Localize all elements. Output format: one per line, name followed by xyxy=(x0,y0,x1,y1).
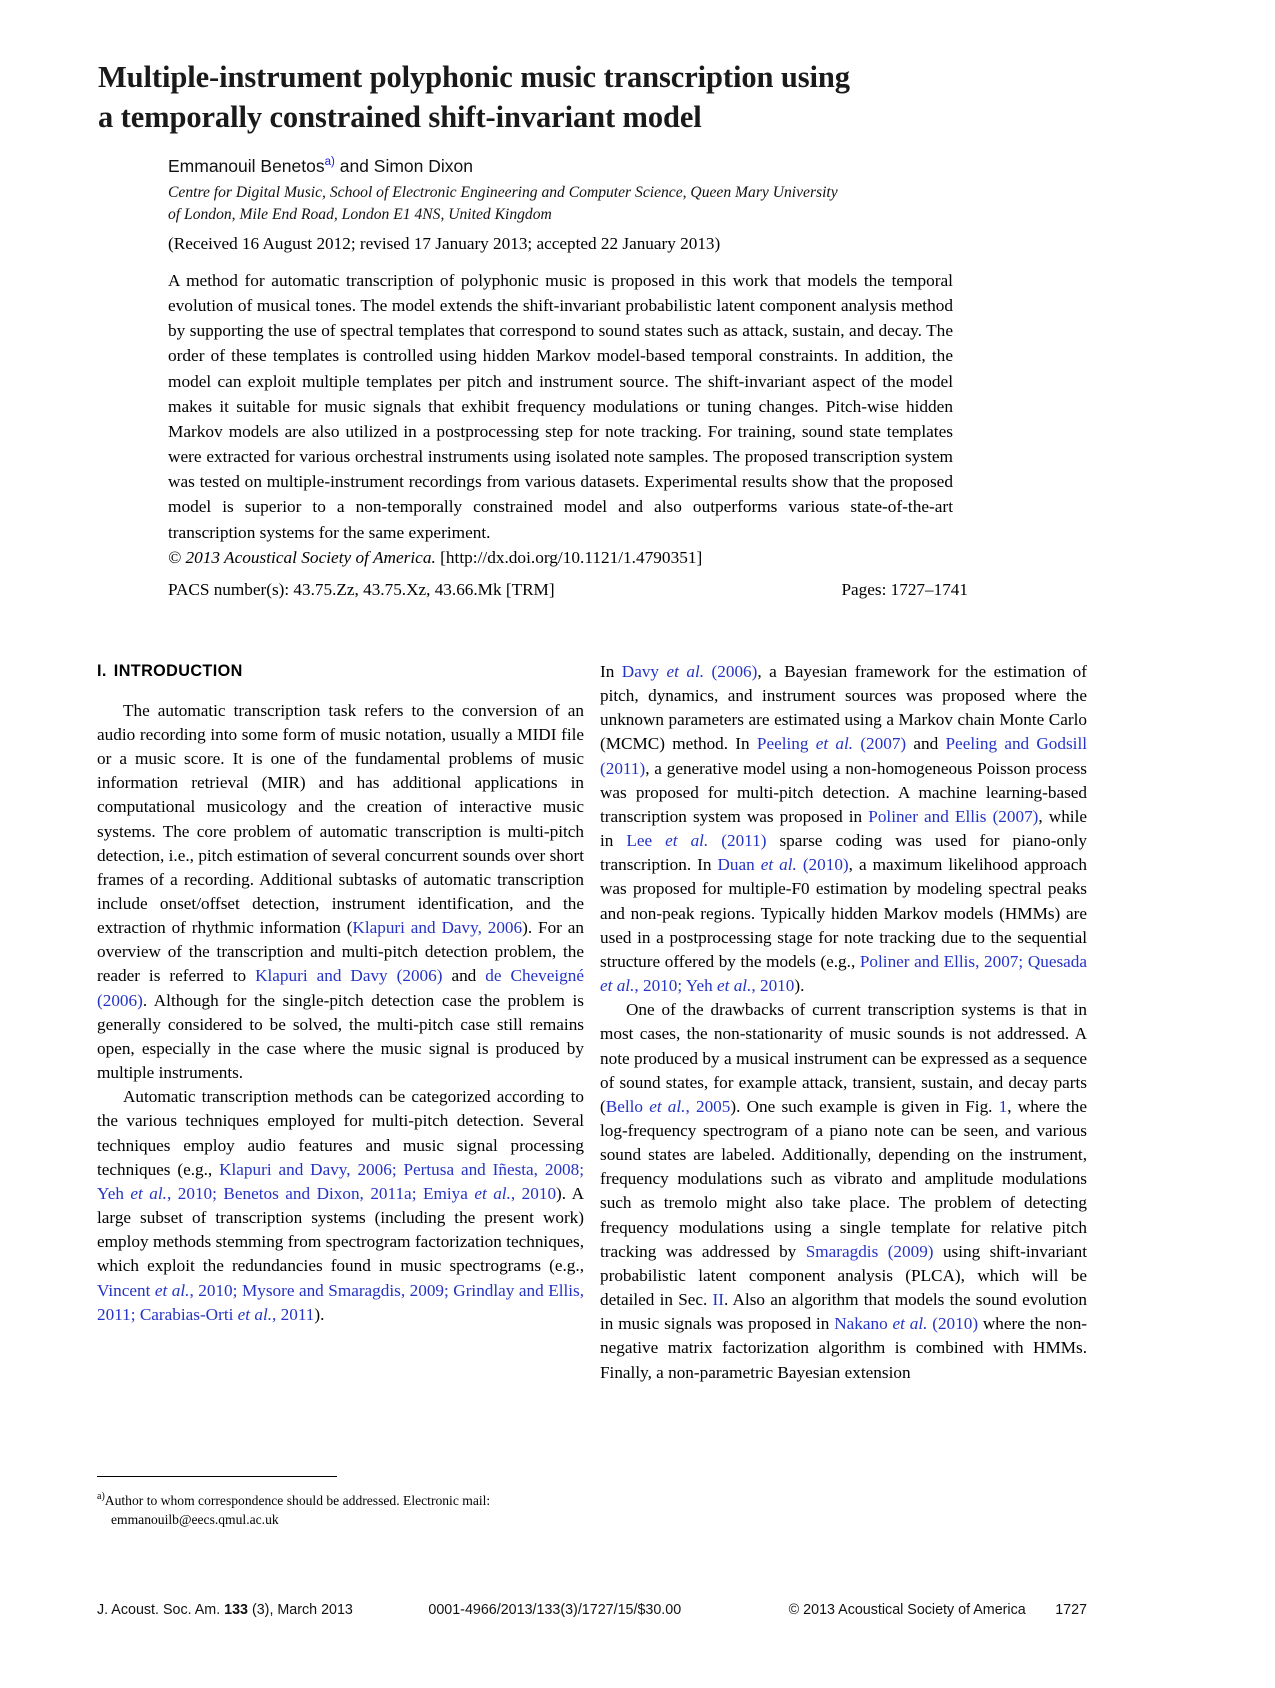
et-al: et al. xyxy=(717,976,752,996)
text-run: , a generative model using a non-homogeneous Poisson process was proposed for multi-pitch detection. A machine learning-based transcription system was proposed in xyxy=(600,758,1087,826)
text-run: ). A large subset of transcription systems (including the present work) employ methods stemming from spectrogram factorization techniques, which exploit the redundancies found in music spectrograms (e.g., xyxy=(97,1183,585,1276)
et-al: et al. xyxy=(474,1183,511,1203)
title-line-2: a temporally constrained shift-invariant model xyxy=(98,99,702,134)
column-left xyxy=(97,660,584,1327)
text-run: ). One such example is given in Fig. xyxy=(730,1096,999,1116)
text-run: ). For an overview of the transcription and multi-pitch detection problem, the reader is referred to xyxy=(97,918,584,986)
text-run: , 2010 xyxy=(751,976,795,996)
pacs-numbers: PACS number(s): 43.75.Zz, 43.75.Xz, 43.66.Mk [TRM] xyxy=(168,580,555,599)
text-run: Automatic transcription methods can be categorized according to the various techniques employed for multi-pitch detection. Several techniques employ audio features and music signal processing techniques (e.g., xyxy=(97,1087,584,1179)
et-al: et al. xyxy=(600,976,635,996)
citation-link[interactable]: Pertusa and Iñesta, 2008 xyxy=(403,1159,580,1179)
citation-link[interactable]: Grindlay and Ellis, 2011 xyxy=(97,1280,585,1324)
text-run: Lee xyxy=(626,831,666,851)
et-al: et al. xyxy=(760,855,797,875)
et-al: et al. xyxy=(130,1183,167,1203)
footer-journal-citation xyxy=(97,1602,353,1618)
text-run: ; xyxy=(391,1159,404,1179)
text-run: (2007) xyxy=(853,734,907,754)
text-run: One of the drawbacks of current transcription systems is that in most cases, the non-stationarity of music sounds is not addressed. A note produced by a musical instrument can be expressed as a sequence of sound states, for example attack, transient, sustain, and decay parts ( xyxy=(600,1000,1087,1116)
text-run: ; xyxy=(1018,951,1028,971)
section-numeral: I. xyxy=(97,662,107,680)
text-run: ; xyxy=(411,1183,423,1203)
text-run: , 2010 xyxy=(166,1183,213,1203)
page-footer xyxy=(97,1602,1087,1618)
affiliation xyxy=(168,182,998,226)
text-run: ). xyxy=(314,1304,325,1324)
text-run: , 2010 xyxy=(634,976,678,996)
text-run: ; xyxy=(212,1183,224,1203)
author-names: Emmanouil Benetos xyxy=(168,156,325,176)
text-run: , 2010 xyxy=(510,1183,557,1203)
et-al: et al. xyxy=(154,1280,190,1300)
text-run: using shift-invariant probabilistic latent component analysis (PLCA), which will be detailed in Sec. xyxy=(600,1241,1087,1310)
title-block xyxy=(98,58,1088,137)
et-al: et al. xyxy=(649,1096,686,1116)
et-al: et al. xyxy=(666,662,705,681)
text-run: (2011) xyxy=(708,831,767,851)
text-run: , a Bayesian framework for the estimation of pitch, dynamics, and instrument sources was proposed where the unknown parameters are estimated using a Markov chain Monte Carlo (MCMC) method. In xyxy=(600,662,1087,754)
figure-link[interactable]: 1 xyxy=(998,1096,1008,1116)
paragraph-intro-2 xyxy=(97,1085,584,1327)
body-columns xyxy=(97,660,1087,1470)
section-link[interactable]: II xyxy=(712,1290,724,1310)
citation-link[interactable]: Benetos and Dixon, 2011a xyxy=(223,1183,412,1203)
abstract-text: A method for automatic transcription of polyphonic music is proposed in this work that models the temporal evolution of musical tones. The model extends the shift-invariant probabilistic latent component analysis method by supporting the use of spectral templates that correspond to sound states such as attack, sustain, and decay. The order of these templates is controlled using hidden Markov model-based temporal constraints. In addition, the model can exploit multiple templates per pitch and instrument source. The shift-invariant aspect of the model makes it suitable for music signals that exhibit frequency modulations or tuning changes. Pitch-wise hidden Markov models are also utilized in a postprocessing step for note tracking. For training, sound state templates were extracted for various orchestral instruments using isolated note samples. The proposed transcription system was tested on multiple-instrument recordings from various datasets. Experimental results show that the proposed model is superior to a non-temporally constrained model and also outperforms various state-of-the-art transcription systems for the same experiment. xyxy=(168,271,953,542)
citation-link[interactable] xyxy=(626,831,766,850)
text-run: (3), March 2013 xyxy=(248,1602,353,1618)
citation-link[interactable]: de Cheveigné (2006) xyxy=(97,966,584,1010)
citation-link[interactable] xyxy=(718,855,849,874)
text-run: ; xyxy=(232,1280,242,1300)
footnote-block xyxy=(97,1476,584,1530)
citation-link[interactable] xyxy=(834,1314,978,1333)
citation-link[interactable]: Peeling and Godsill (2011) xyxy=(600,734,1088,778)
page-title xyxy=(98,58,1088,137)
citation-link[interactable]: Smaragdis (2009) xyxy=(805,1241,934,1261)
text-run: Davy xyxy=(621,662,667,681)
citation-link[interactable]: Klapuri and Davy (2006) xyxy=(255,966,443,986)
footnote-body: Author to whom correspondence should be addressed. Electronic mail: xyxy=(104,1493,491,1508)
column-right xyxy=(600,660,1087,1385)
footnote-divider xyxy=(97,1476,337,1477)
et-al: et al. xyxy=(665,831,709,851)
text-run: Vincent xyxy=(97,1280,155,1300)
text-run: Yeh xyxy=(97,1183,131,1203)
footer-issn: 0001-4966/2013/133(3)/1727/15/$30.00 xyxy=(428,1602,682,1618)
author-list xyxy=(168,155,998,179)
text-run: . Also an algorithm that models the sound evolution in music signals was proposed in xyxy=(600,1290,1087,1334)
copyright-statement: © 2013 Acoustical Society of America. xyxy=(168,547,436,567)
citation-link[interactable] xyxy=(606,1097,731,1116)
text-run: ; xyxy=(444,1280,454,1300)
citation-link[interactable] xyxy=(423,1184,556,1203)
text-run: In xyxy=(600,662,622,681)
text-run: Duan xyxy=(717,855,761,875)
footer-page-number: 1727 xyxy=(1055,1602,1087,1618)
citation-link[interactable] xyxy=(97,1184,212,1203)
text-run: Emiya xyxy=(422,1183,475,1203)
text-run: and xyxy=(442,966,486,986)
section-heading-introduction xyxy=(97,660,584,683)
et-al: et al. xyxy=(815,734,854,754)
text-run: Nakano xyxy=(834,1314,893,1334)
author-footnote-marker[interactable]: a) xyxy=(324,156,335,169)
paragraph-related-1 xyxy=(600,660,1087,998)
text-run: ; xyxy=(579,1159,585,1179)
doi-link[interactable]: [http://dx.doi.org/10.1121/1.4790351] xyxy=(435,547,703,567)
affiliation-line-2: of London, Mile End Road, London E1 4NS, United Kingdom xyxy=(168,205,552,223)
text-run: Quesada xyxy=(1027,951,1087,971)
text-run: Carabias-Orti xyxy=(139,1304,238,1324)
text-run: , a maximum likelihood approach was proposed for multiple-F0 estimation by modeling spectral peaks and non-peak regions. Typically hidden Markov models (HMMs) are used in a postprocessing stage for note tracking due to the sequential structure offered by the models (e.g., xyxy=(600,855,1088,971)
citation-link[interactable] xyxy=(140,1305,315,1324)
abstract xyxy=(168,268,953,570)
title-line-1: Multiple-instrument polyphonic music transcription using xyxy=(98,60,850,94)
text-run: , 2011 xyxy=(272,1304,315,1324)
citation-link[interactable]: Poliner and Ellis (2007) xyxy=(868,806,1039,826)
text-run: and xyxy=(906,734,946,754)
citation-link[interactable]: Poliner and Ellis, 2007 xyxy=(859,951,1019,971)
authors-block xyxy=(168,155,998,226)
text-run: ; xyxy=(677,976,686,996)
text-run: , 2005 xyxy=(685,1096,731,1116)
journal-volume: 133 xyxy=(224,1602,248,1618)
paragraph-related-2 xyxy=(600,998,1087,1385)
affiliation-line-1: Centre for Digital Music, School of Electronic Engineering and Computer Science, Queen Mary University xyxy=(168,183,838,201)
citation-link[interactable] xyxy=(97,1281,233,1300)
citation-link[interactable]: Klapuri and Davy, 2006 xyxy=(352,918,523,938)
page-range: Pages: 1727–1741 xyxy=(841,580,968,599)
footnote-email[interactable]: emmanouilb@eecs.qmul.ac.uk xyxy=(111,1512,279,1528)
text-run: Peeling xyxy=(756,734,816,754)
text-run: , where the log-frequency spectrogram of a piano note can be seen, and various sound states are labeled. Additionally, depending on the instrument, frequency modulations such as vibrato and amplitude modulations such as tremolo might also take place. The problem of detecting frequency modulations using a single template for relative pitch tracking was addressed by xyxy=(600,1096,1088,1261)
citation-link[interactable]: Klapuri and Davy, 2006 xyxy=(219,1159,392,1179)
pacs-row xyxy=(168,580,968,600)
footnote-correspondence xyxy=(97,1491,584,1530)
citation-link[interactable] xyxy=(686,976,795,995)
et-al: et al. xyxy=(237,1304,273,1324)
text-run: , while in xyxy=(600,806,1087,851)
text-run: sparse coding was used for piano-only transcription. In xyxy=(600,831,1088,875)
et-al: et al. xyxy=(892,1314,928,1334)
paragraph-intro-1 xyxy=(97,699,584,1086)
text-run: (2010) xyxy=(927,1314,979,1334)
footnote-marker: a) xyxy=(97,1491,105,1503)
abstract-body xyxy=(168,268,953,570)
received-dates: (Received 16 August 2012; revised 17 January 2013; accepted 22 January 2013) xyxy=(168,234,721,253)
abstract-copyright xyxy=(168,548,702,567)
text-run: (2006) xyxy=(704,662,758,681)
text-run: Bello xyxy=(605,1096,650,1116)
text-run: J. Acoust. Soc. Am. xyxy=(97,1602,225,1618)
footer-copyright: © 2013 Acoustical Society of America xyxy=(788,1602,1026,1618)
citation-link[interactable] xyxy=(622,662,758,681)
text-run: ). xyxy=(794,976,805,996)
text-run: (2010) xyxy=(796,855,849,875)
citation-link[interactable] xyxy=(757,734,906,753)
citation-link[interactable]: Mysore and Smaragdis, 2009 xyxy=(241,1280,445,1300)
text-run: The automatic transcription task refers to the conversion of an audio recording into some form of music notation, usually a MIDI file or a music score. It is one of the fundamental problems of music information retrieval (MIR) and has additional applications in computational musicology and the creation of interactive music systems. The core problem of automatic transcription is multi-pitch detection, i.e., pitch estimation of several concurrent sounds over short frames of a recording. Additional subtasks of automatic transcription include onset/offset detection, instrument identification, and the extraction of rhythmic information ( xyxy=(97,700,584,938)
text-run: where the non-negative matrix factorization algorithm is combined with HMMs. Finally, a non-parametric Bayesian extension xyxy=(600,1314,1088,1382)
text-run: . Although for the single-pitch detection case the problem is generally considered to be solved, the multi-pitch case still remains open, especially in the case where the music signal is produced by multiple instruments. xyxy=(97,990,584,1083)
text-run: Yeh xyxy=(685,976,717,996)
section-title: INTRODUCTION xyxy=(113,662,243,680)
text-run: ; xyxy=(130,1304,140,1324)
text-run: , 2010 xyxy=(189,1280,233,1300)
author-names-2: and Simon Dixon xyxy=(334,156,473,176)
